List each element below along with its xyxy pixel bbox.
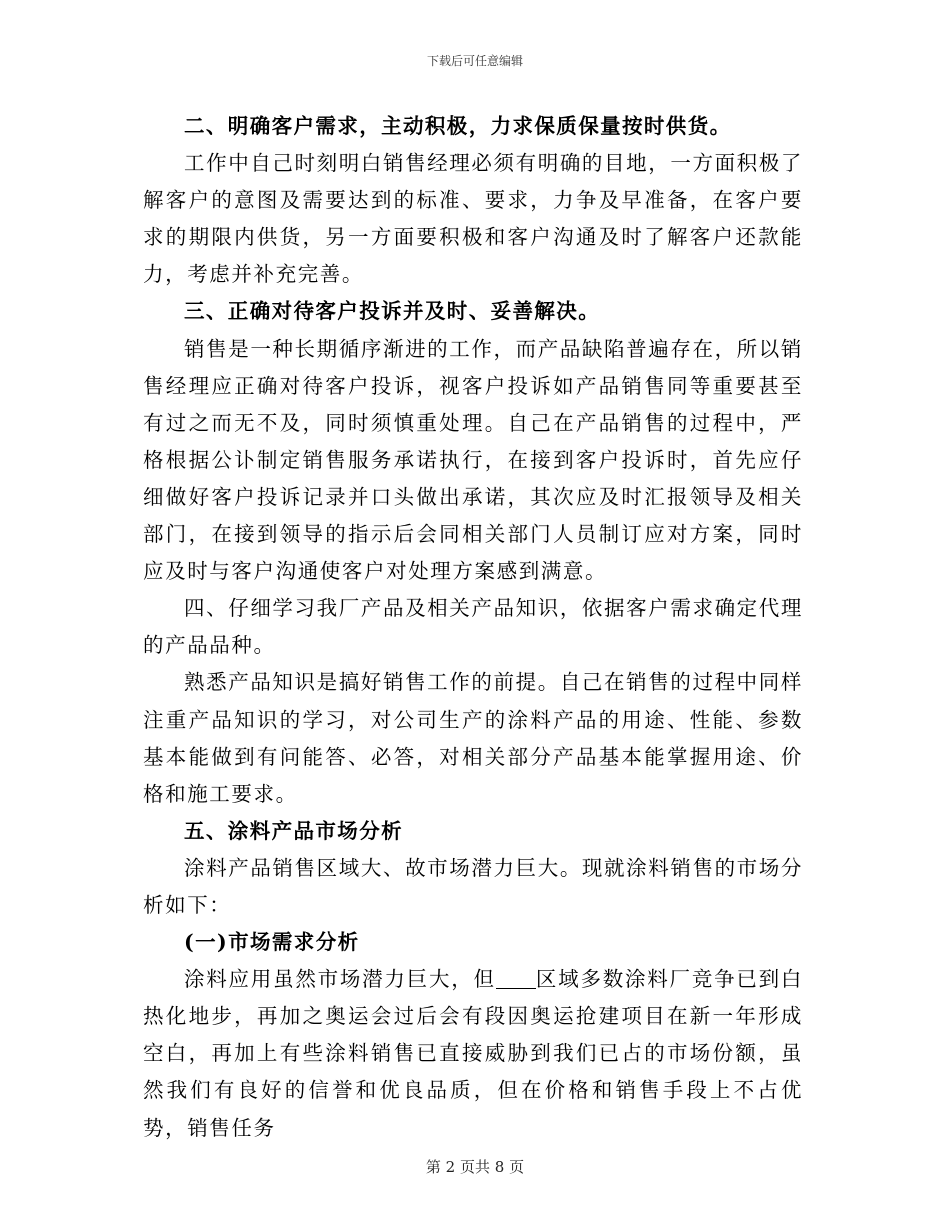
paragraph — [143, 961, 803, 1146]
section-heading-2: 二、明确客户需求，主动积极，力求保质保量按时供货。 — [184, 114, 732, 138]
paragraph: 熟悉产品知识是搞好销售工作的前提。自己在销售的过程中同样注重产品知识的学习，对公司生产的涂料产品的用途、性能、参数基本能做到有问能答、必答，对相关部分产品基本能掌握用途、价格和施工要求。 — [143, 670, 803, 806]
subsection-heading: (一)市场需求分析 — [184, 930, 360, 955]
paragraph: 销售是一种长期循序渐进的工作，而产品缺陷普遍存在，所以销售经理应正确对待客户投诉，视客户投诉如产品销售同等重要甚至有过之而无不及，同时须慎重处理。自己在产品销售的过程中，严格根据公讣制定销售服务承诺执行，在接到客户投诉时，首先应仔细做好客户投诉记录并口头做出承诺，其次应及时汇报领导及相关部门，在接到领导的指示后会同相关部门人员制订应对方案，同时应及时与客户沟通使客户对处理方案感到满意。 — [143, 336, 803, 584]
section-heading-4: 四、仔细学习我厂产品及相关产品知识，依据客户需求确定代理的产品品种。 — [143, 596, 803, 658]
blank-underline — [496, 968, 536, 990]
paragraph-text-end: 区域多数涂料厂竞争已到白热化地步，再加之奥运会过后会有段因奥运抢建项目在新一年形成空白，再加上有些涂料销售已直接威胁到我们已占的市场份额，虽然我们有良好的信誉和优良品质，但在价格和销售手段上不占优势，销售任务 — [143, 967, 803, 1140]
section-heading-3: 三、正确对待客户投诉并及时、妥善解决。 — [184, 299, 601, 324]
paragraph: 涂料产品销售区域大、故市场潜力巨大。现就涂料销售的市场分析如下： — [143, 855, 803, 917]
paragraph-text-start: 涂料应用虽然市场潜力巨大，但 — [184, 967, 496, 992]
page-header: 下载后可任意编辑 — [426, 54, 523, 68]
paragraph: 工作中自己时刻明白销售经理必须有明确的目地，一方面积极了解客户的意图及需要达到的标准、要求，力争及早准备，在客户要求的期限内供货，另一方面要积极和客户沟通及时了解客户还款能力，考虑并补充完善。 — [143, 151, 803, 287]
section-heading-5: 五、涂料产品市场分析 — [184, 818, 403, 843]
document-body — [143, 108, 803, 1147]
page-footer: 第 2 页共 8 页 — [425, 1158, 525, 1176]
